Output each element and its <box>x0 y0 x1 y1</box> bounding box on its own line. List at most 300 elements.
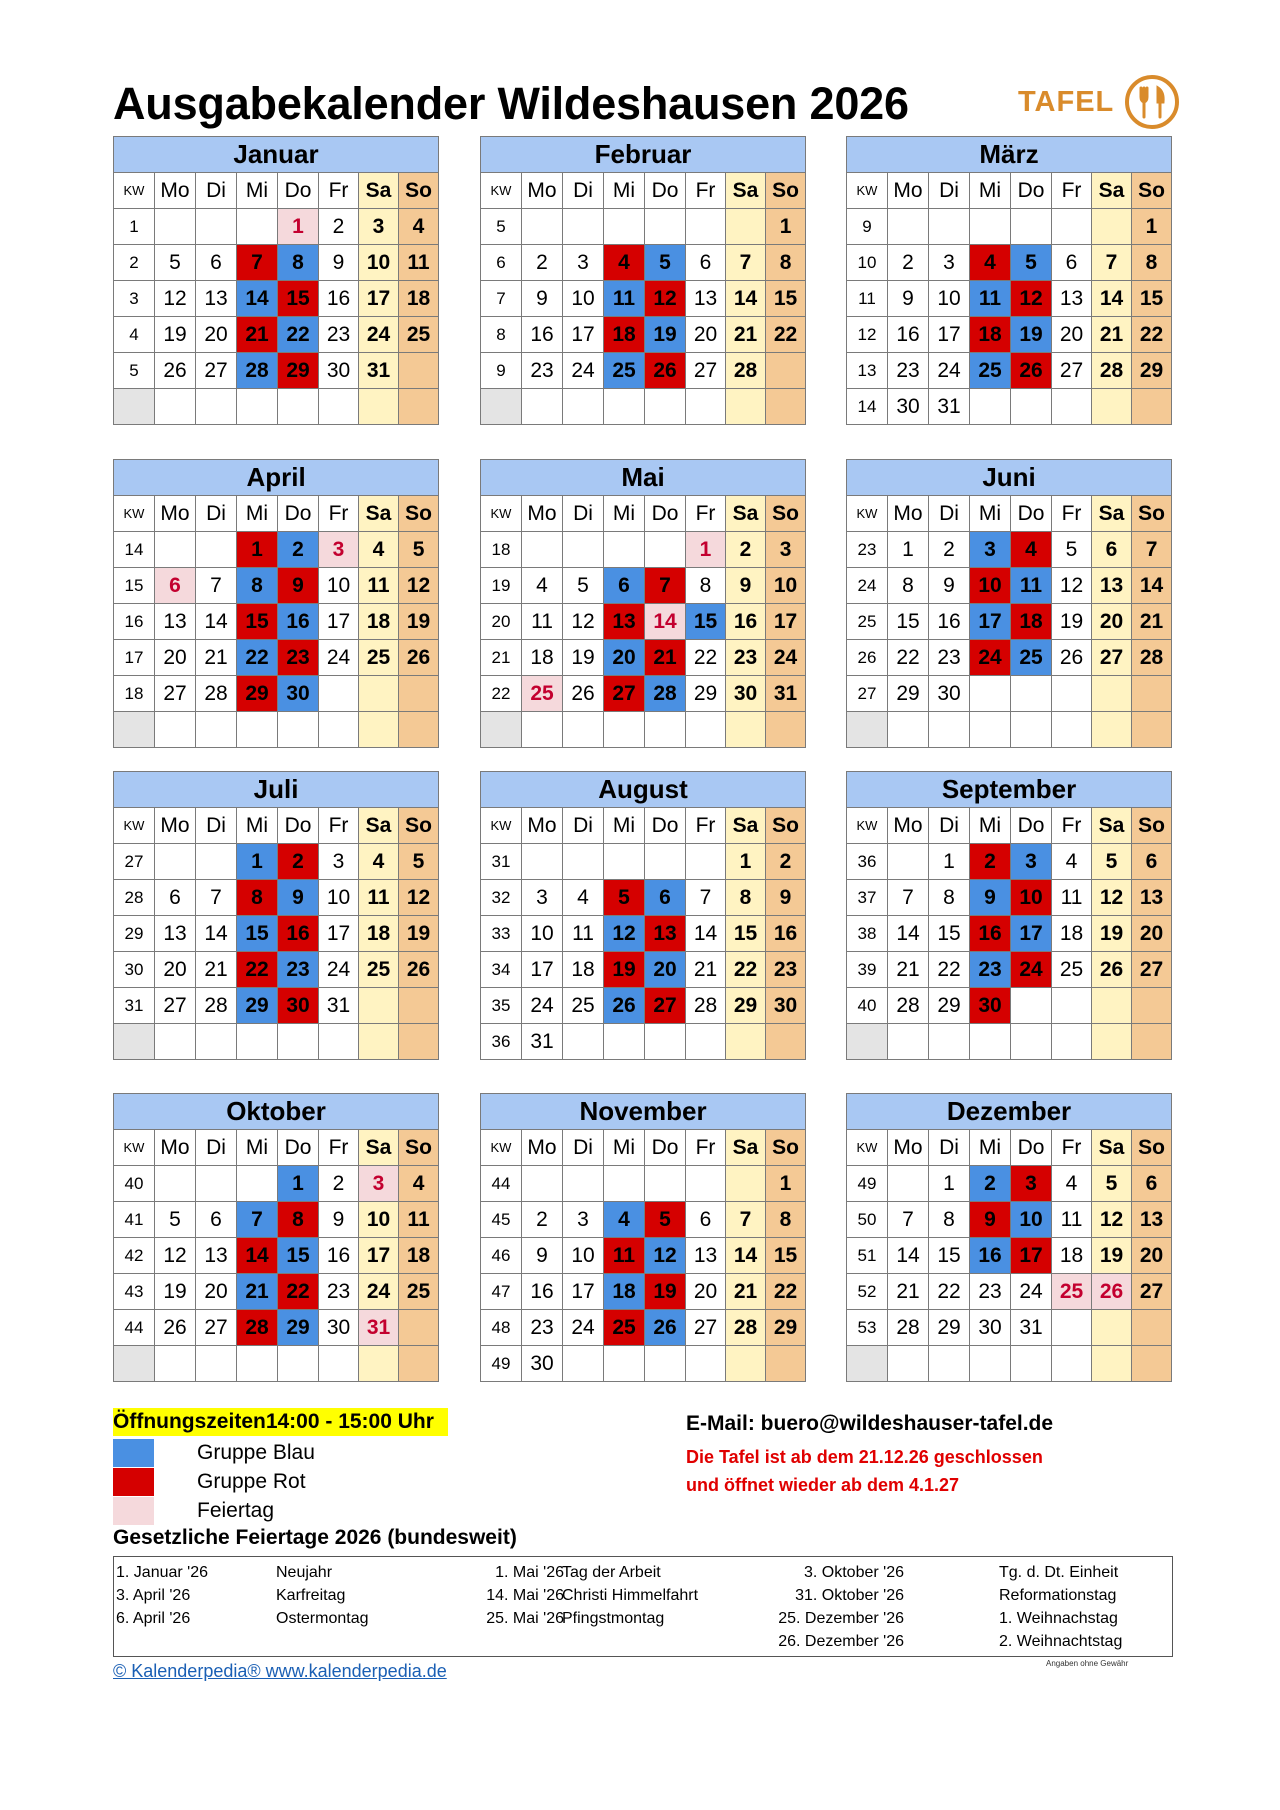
day-cell: 26 <box>645 1310 686 1346</box>
weekday-header: Mo <box>888 808 929 844</box>
day-cell: 21 <box>196 640 237 676</box>
day-cell: 1 <box>929 844 970 880</box>
day-cell: 31 <box>359 1310 399 1346</box>
day-cell: 12 <box>1092 1202 1132 1238</box>
weekday-header: So <box>1132 1130 1172 1166</box>
week-number-header: KW <box>847 808 888 844</box>
week-number: 18 <box>114 676 155 712</box>
week-number: 20 <box>481 604 522 640</box>
day-cell: 17 <box>563 1274 604 1310</box>
week-number-header: KW <box>847 496 888 532</box>
day-cell: 27 <box>155 676 196 712</box>
day-cell: 8 <box>686 568 726 604</box>
day-cell: 18 <box>970 317 1011 353</box>
day-cell: 10 <box>970 568 1011 604</box>
day-cell: 13 <box>1052 281 1092 317</box>
day-cell <box>155 532 196 568</box>
day-cell <box>399 712 439 748</box>
legend-label-blue: Gruppe Blau <box>197 1441 315 1464</box>
day-cell: 21 <box>888 952 929 988</box>
holiday-entry: 3. April '26 <box>116 1587 191 1604</box>
day-cell <box>1052 1346 1092 1382</box>
weekday-header: Do <box>1011 1130 1052 1166</box>
day-cell <box>1132 712 1172 748</box>
day-cell <box>155 1346 196 1382</box>
day-cell: 31 <box>1011 1310 1052 1346</box>
day-cell: 9 <box>726 568 766 604</box>
day-cell: 24 <box>359 1274 399 1310</box>
day-cell: 27 <box>1132 1274 1172 1310</box>
day-cell <box>319 1346 359 1382</box>
holiday-entry: Tg. d. Dt. Einheit <box>999 1564 1119 1581</box>
day-cell: 28 <box>888 988 929 1024</box>
day-cell <box>645 844 686 880</box>
week-number: 9 <box>847 209 888 245</box>
month-name: März <box>847 137 1172 173</box>
day-cell <box>155 209 196 245</box>
day-cell <box>319 712 359 748</box>
week-row <box>847 880 1172 916</box>
day-cell: 22 <box>1132 317 1172 353</box>
legend-label-red: Gruppe Rot <box>197 1470 306 1493</box>
closing-notice <box>686 1443 1053 1499</box>
week-number: 49 <box>481 1346 522 1382</box>
kalenderpedia-link[interactable]: © Kalenderpedia® www.kalenderpedia.de <box>113 1661 447 1681</box>
day-cell: 14 <box>686 916 726 952</box>
day-cell <box>604 844 645 880</box>
holiday-entry: 1. Weihnachstag <box>999 1610 1118 1627</box>
day-cell: 25 <box>359 640 399 676</box>
day-cell: 28 <box>196 676 237 712</box>
day-cell: 7 <box>196 880 237 916</box>
day-cell: 21 <box>196 952 237 988</box>
week-row <box>847 676 1172 712</box>
day-cell: 20 <box>686 1274 726 1310</box>
day-cell: 30 <box>278 676 319 712</box>
day-cell: 12 <box>1011 281 1052 317</box>
day-cell: 20 <box>1052 317 1092 353</box>
day-cell: 16 <box>278 604 319 640</box>
day-cell: 12 <box>604 916 645 952</box>
weekday-header: Do <box>645 496 686 532</box>
week-number: 32 <box>481 880 522 916</box>
day-cell <box>888 209 929 245</box>
day-cell: 30 <box>929 676 970 712</box>
day-cell: 15 <box>686 604 726 640</box>
day-cell <box>604 532 645 568</box>
day-cell: 9 <box>929 568 970 604</box>
day-cell <box>686 209 726 245</box>
day-cell: 5 <box>399 844 439 880</box>
day-cell: 26 <box>399 952 439 988</box>
day-cell: 14 <box>1092 281 1132 317</box>
day-cell: 24 <box>563 1310 604 1346</box>
day-cell: 15 <box>888 604 929 640</box>
day-cell: 7 <box>645 568 686 604</box>
holiday-entry: 25. Dezember '26 <box>778 1610 904 1627</box>
weekday-header: Mo <box>522 1130 563 1166</box>
day-cell: 2 <box>766 844 806 880</box>
day-cell: 1 <box>278 209 319 245</box>
month-calendar <box>846 1093 1171 1382</box>
weekday-header: Di <box>563 496 604 532</box>
week-number <box>847 1346 888 1382</box>
weekday-header: Sa <box>1092 808 1132 844</box>
week-number-header: KW <box>481 808 522 844</box>
weekday-header: Fr <box>1052 173 1092 209</box>
weekday-header: Do <box>278 496 319 532</box>
day-cell <box>237 389 278 425</box>
day-cell: 2 <box>970 844 1011 880</box>
day-cell: 12 <box>1052 568 1092 604</box>
day-cell: 29 <box>929 1310 970 1346</box>
day-cell: 25 <box>1052 1274 1092 1310</box>
month-calendar <box>113 136 438 425</box>
week-row <box>847 245 1172 281</box>
day-cell: 21 <box>1132 604 1172 640</box>
week-number <box>114 1024 155 1060</box>
week-number: 27 <box>114 844 155 880</box>
day-cell: 19 <box>604 952 645 988</box>
day-cell <box>1092 712 1132 748</box>
day-cell <box>645 1024 686 1060</box>
week-number-header: KW <box>114 173 155 209</box>
day-cell <box>970 676 1011 712</box>
day-cell: 10 <box>359 245 399 281</box>
day-cell: 11 <box>522 604 563 640</box>
day-cell: 3 <box>970 532 1011 568</box>
day-cell: 20 <box>196 317 237 353</box>
day-cell: 30 <box>278 988 319 1024</box>
weekday-header: Di <box>196 808 237 844</box>
day-cell: 15 <box>726 916 766 952</box>
day-cell: 18 <box>563 952 604 988</box>
week-row <box>847 353 1172 389</box>
day-cell: 29 <box>237 676 278 712</box>
day-cell: 17 <box>1011 916 1052 952</box>
day-cell: 14 <box>1132 568 1172 604</box>
day-cell <box>686 1346 726 1382</box>
day-cell <box>726 712 766 748</box>
day-cell <box>196 712 237 748</box>
day-cell: 30 <box>970 988 1011 1024</box>
day-cell: 2 <box>970 1166 1011 1202</box>
day-cell <box>726 1166 766 1202</box>
day-cell: 1 <box>726 844 766 880</box>
legend-item-holiday <box>113 1497 275 1525</box>
day-cell <box>196 1024 237 1060</box>
day-cell: 27 <box>645 988 686 1024</box>
week-row <box>114 245 439 281</box>
day-cell: 1 <box>686 532 726 568</box>
day-cell: 8 <box>766 245 806 281</box>
weekday-header: Fr <box>686 173 726 209</box>
weekday-header: Fr <box>686 808 726 844</box>
day-cell <box>319 1024 359 1060</box>
day-cell: 14 <box>196 916 237 952</box>
day-cell: 12 <box>1092 880 1132 916</box>
day-cell <box>1052 1310 1092 1346</box>
day-cell <box>1052 712 1092 748</box>
day-cell: 6 <box>604 568 645 604</box>
opening-hours: Öffnungszeiten14:00 - 15:00 Uhr <box>113 1408 448 1436</box>
day-cell: 24 <box>929 353 970 389</box>
week-number-header: KW <box>481 496 522 532</box>
day-cell: 22 <box>237 640 278 676</box>
week-row <box>847 1166 1172 1202</box>
day-cell <box>196 389 237 425</box>
day-cell: 28 <box>686 988 726 1024</box>
day-cell: 18 <box>1011 604 1052 640</box>
day-cell <box>645 1346 686 1382</box>
holidays-col2-names <box>562 1561 698 1630</box>
week-row <box>847 988 1172 1024</box>
week-number: 29 <box>114 916 155 952</box>
week-number: 34 <box>481 952 522 988</box>
week-row <box>481 1346 806 1382</box>
day-cell: 20 <box>1132 916 1172 952</box>
week-row <box>114 281 439 317</box>
day-cell: 16 <box>319 1238 359 1274</box>
day-cell: 15 <box>237 916 278 952</box>
week-row <box>114 1238 439 1274</box>
day-cell: 23 <box>970 1274 1011 1310</box>
day-cell: 9 <box>522 1238 563 1274</box>
holiday-entry: 6. April '26 <box>116 1610 191 1627</box>
day-cell: 15 <box>237 604 278 640</box>
week-number: 14 <box>114 532 155 568</box>
holidays-title: Gesetzliche Feiertage 2026 (bundesweit) <box>113 1526 517 1549</box>
holiday-entry: Ostermontag <box>276 1610 369 1627</box>
weekday-header: Mi <box>237 1130 278 1166</box>
day-cell: 24 <box>1011 1274 1052 1310</box>
week-number: 53 <box>847 1310 888 1346</box>
week-row <box>114 916 439 952</box>
day-cell <box>1132 988 1172 1024</box>
day-cell <box>766 389 806 425</box>
week-row <box>481 1202 806 1238</box>
day-cell: 23 <box>319 1274 359 1310</box>
day-cell <box>522 844 563 880</box>
day-cell: 11 <box>399 1202 439 1238</box>
week-number: 39 <box>847 952 888 988</box>
weekday-header: Sa <box>359 173 399 209</box>
day-cell: 11 <box>399 245 439 281</box>
day-cell <box>604 1024 645 1060</box>
day-cell: 22 <box>726 952 766 988</box>
weekday-header: Do <box>278 808 319 844</box>
day-cell <box>1052 209 1092 245</box>
day-cell: 23 <box>766 952 806 988</box>
week-row <box>481 317 806 353</box>
week-number <box>114 389 155 425</box>
week-number: 46 <box>481 1238 522 1274</box>
week-number-header: KW <box>847 1130 888 1166</box>
day-cell: 18 <box>522 640 563 676</box>
day-cell <box>155 844 196 880</box>
day-cell: 9 <box>278 880 319 916</box>
day-cell <box>604 209 645 245</box>
day-cell <box>237 1166 278 1202</box>
day-cell <box>278 389 319 425</box>
day-cell: 2 <box>278 532 319 568</box>
day-cell: 22 <box>929 1274 970 1310</box>
day-cell: 25 <box>359 952 399 988</box>
day-cell: 5 <box>1092 1166 1132 1202</box>
day-cell: 30 <box>319 1310 359 1346</box>
weekday-header: Mi <box>237 808 278 844</box>
legend-item-blue <box>113 1439 315 1467</box>
week-row <box>847 317 1172 353</box>
weekday-header: Do <box>278 173 319 209</box>
week-row <box>481 245 806 281</box>
weekday-header: Mo <box>888 496 929 532</box>
week-row <box>847 281 1172 317</box>
month-name: Juni <box>847 460 1172 496</box>
day-cell: 29 <box>237 988 278 1024</box>
day-cell <box>1092 1310 1132 1346</box>
week-row <box>114 676 439 712</box>
day-cell: 25 <box>399 1274 439 1310</box>
day-cell: 15 <box>929 1238 970 1274</box>
day-cell: 25 <box>1011 640 1052 676</box>
weekday-header: Fr <box>1052 808 1092 844</box>
week-number: 28 <box>114 880 155 916</box>
week-number: 3 <box>114 281 155 317</box>
weekday-header: Fr <box>319 173 359 209</box>
week-row <box>847 1274 1172 1310</box>
holidays-col2-dates <box>444 1561 564 1630</box>
week-number: 36 <box>847 844 888 880</box>
day-cell: 8 <box>237 880 278 916</box>
week-number: 40 <box>847 988 888 1024</box>
day-cell: 20 <box>155 640 196 676</box>
day-cell: 6 <box>155 568 196 604</box>
day-cell <box>929 209 970 245</box>
weekday-header: Di <box>563 173 604 209</box>
day-cell: 20 <box>1132 1238 1172 1274</box>
day-cell: 22 <box>237 952 278 988</box>
day-cell <box>319 676 359 712</box>
day-cell: 7 <box>888 1202 929 1238</box>
weekday-header: Do <box>278 1130 319 1166</box>
day-cell <box>726 1346 766 1382</box>
weekday-header: Mo <box>888 173 929 209</box>
week-number: 49 <box>847 1166 888 1202</box>
weekday-header: Mi <box>237 173 278 209</box>
day-cell: 25 <box>604 1310 645 1346</box>
day-cell: 24 <box>359 317 399 353</box>
week-number: 25 <box>847 604 888 640</box>
week-row <box>114 209 439 245</box>
day-cell: 10 <box>929 281 970 317</box>
day-cell: 10 <box>1011 880 1052 916</box>
weekday-header: Sa <box>359 808 399 844</box>
weekday-header: So <box>399 496 439 532</box>
day-cell: 16 <box>278 916 319 952</box>
day-cell: 2 <box>522 1202 563 1238</box>
day-cell: 15 <box>278 1238 319 1274</box>
day-cell <box>237 209 278 245</box>
day-cell: 2 <box>929 532 970 568</box>
week-row <box>114 1202 439 1238</box>
weekday-header: Sa <box>359 496 399 532</box>
day-cell: 14 <box>726 281 766 317</box>
day-cell: 11 <box>1052 1202 1092 1238</box>
weekday-header: Fr <box>1052 496 1092 532</box>
day-cell: 21 <box>726 317 766 353</box>
week-number-header: KW <box>114 1130 155 1166</box>
day-cell <box>359 712 399 748</box>
day-cell <box>645 532 686 568</box>
day-cell: 12 <box>155 1238 196 1274</box>
day-cell: 20 <box>645 952 686 988</box>
day-cell <box>1092 1346 1132 1382</box>
week-number: 5 <box>114 353 155 389</box>
weekday-header: Fr <box>1052 1130 1092 1166</box>
week-number-header: KW <box>114 496 155 532</box>
day-cell: 17 <box>359 1238 399 1274</box>
day-cell: 29 <box>686 676 726 712</box>
weekday-header: Fr <box>686 496 726 532</box>
day-cell: 3 <box>359 209 399 245</box>
day-cell: 19 <box>1011 317 1052 353</box>
weekday-header: Di <box>929 808 970 844</box>
week-row <box>481 1274 806 1310</box>
week-row <box>114 1166 439 1202</box>
day-cell: 27 <box>196 353 237 389</box>
day-cell: 22 <box>888 640 929 676</box>
weekday-header: Mi <box>970 173 1011 209</box>
weekday-header: Sa <box>726 1130 766 1166</box>
day-cell <box>1132 1346 1172 1382</box>
day-cell: 26 <box>1092 952 1132 988</box>
day-cell: 19 <box>1092 1238 1132 1274</box>
day-cell: 17 <box>970 604 1011 640</box>
day-cell: 21 <box>1092 317 1132 353</box>
day-cell: 20 <box>196 1274 237 1310</box>
day-cell: 25 <box>563 988 604 1024</box>
week-row <box>481 1238 806 1274</box>
week-number: 6 <box>481 245 522 281</box>
week-number: 13 <box>847 353 888 389</box>
week-row <box>481 844 806 880</box>
day-cell: 30 <box>319 353 359 389</box>
week-row <box>847 1024 1172 1060</box>
day-cell: 14 <box>726 1238 766 1274</box>
day-cell: 24 <box>1011 952 1052 988</box>
day-cell: 19 <box>155 317 196 353</box>
day-cell: 26 <box>604 988 645 1024</box>
day-cell: 24 <box>319 952 359 988</box>
day-cell: 11 <box>1052 880 1092 916</box>
day-cell: 2 <box>278 844 319 880</box>
day-cell: 5 <box>399 532 439 568</box>
weekday-header: Fr <box>686 1130 726 1166</box>
week-number: 18 <box>481 532 522 568</box>
day-cell <box>399 1310 439 1346</box>
day-cell: 10 <box>522 916 563 952</box>
week-row <box>481 1310 806 1346</box>
day-cell: 1 <box>766 209 806 245</box>
day-cell: 5 <box>604 880 645 916</box>
day-cell <box>929 1024 970 1060</box>
day-cell: 22 <box>278 1274 319 1310</box>
week-row <box>481 712 806 748</box>
week-number: 44 <box>114 1310 155 1346</box>
month-calendar <box>480 771 805 1060</box>
day-cell: 18 <box>1052 916 1092 952</box>
